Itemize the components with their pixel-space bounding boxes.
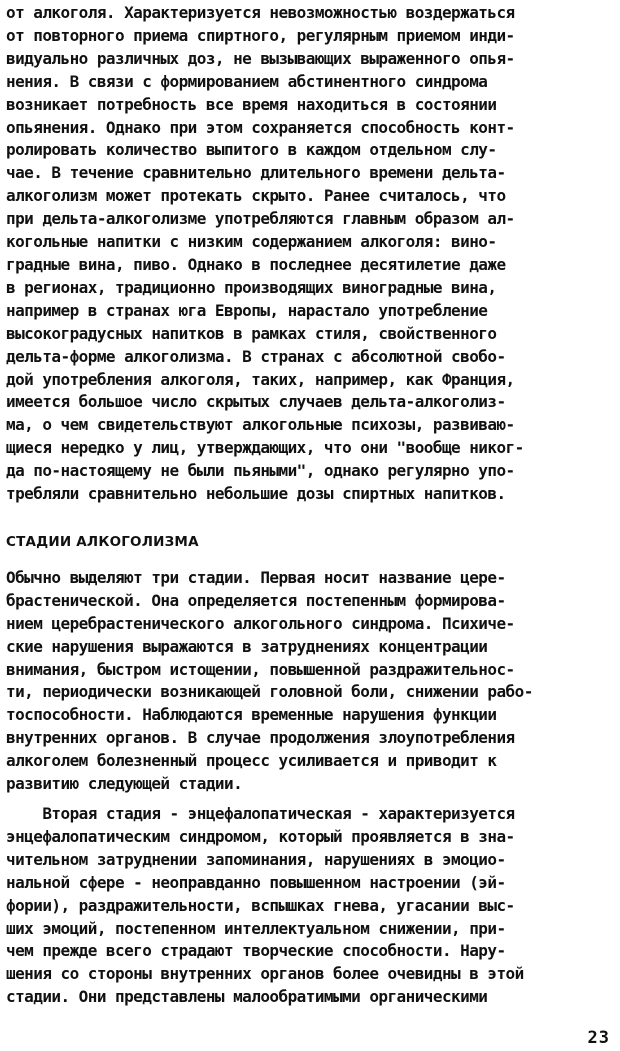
text-line: когольные напитки с низким содержанием алкоголя: вино-: [6, 232, 497, 252]
paragraph-1: [6, 2, 614, 506]
text-line: ти, периодически возникающей головной боли, снижении рабо-: [6, 682, 533, 702]
text-line: развитию следующей стадии.: [6, 774, 243, 794]
text-line: ские нарушения выражаются в затруднениях концентрации: [6, 636, 488, 656]
text-line: фории), раздражительности, вспышках гнева, угасании выс-: [6, 895, 515, 915]
text-line: градные вина, пиво. Однако в последнее десятилетие даже: [6, 254, 506, 274]
text-line: ших эмоций, постепенном интеллектуальном снижении, при-: [6, 918, 506, 938]
text-line: внутренних органов. В случае продолжения злоупотребления: [6, 728, 515, 748]
text-line: дельта-форме алкоголизма. В странах с абсолютной свобо-: [6, 346, 506, 366]
text-line: шения со стороны внутренних органов более очевидны в этой: [6, 964, 524, 984]
text-line: чем прежде всего страдают творческие способности. Нару-: [6, 941, 506, 961]
text-line: да по-настоящему не были пьяными", однако регулярно упо-: [6, 461, 515, 481]
text-line: имеется большое число скрытых случаев дельта-алкоголиз-: [6, 392, 506, 412]
text-line: чае. В течение сравнительно длительного времени дельта-: [6, 163, 506, 183]
text-line: тоспособности. Наблюдаются временные нарушения функции: [6, 705, 497, 725]
text-line: стадии. Они представлены малообратимыми органическими: [6, 987, 488, 1007]
text-line: нием церебрастенического алкогольного синдрома. Психиче-: [6, 613, 515, 633]
paragraph-3: [6, 803, 614, 1009]
text-line: дой употребления алкоголя, таких, например, как Франция,: [6, 369, 515, 389]
text-line: требляли сравнительно небольшие дозы спиртных напитков.: [6, 484, 506, 504]
text-line: при дельта-алкоголизме употребляются главным образом ал-: [6, 209, 515, 229]
text-line: видуально различных доз, не вызывающих выраженного опья-: [6, 48, 515, 68]
section-heading: СТАДИИ АЛКОГОЛИЗМА: [6, 533, 199, 550]
text-line: от повторного приема спиртного, регулярным приемом инди-: [6, 25, 515, 45]
paragraph-2: [6, 567, 614, 796]
text-line: щиеся нередко у лиц, утверждающих, что они "вообще никог-: [6, 438, 524, 458]
text-line: например в странах юга Европы, нарастало употребление: [6, 300, 488, 320]
text-line: в регионах, традиционно производящих виноградные вина,: [6, 277, 497, 297]
text-line: ролировать количество выпитого в каждом отдельном слу-: [6, 140, 497, 160]
text-line: брастенической. Она определяется постепенным формирова-: [6, 590, 506, 610]
book-page: [6, 2, 614, 1009]
text-line: внимания, быстром истощении, повышенной раздражительнос-: [6, 659, 515, 679]
text-line: Вторая стадия - энцефалопатическая - характеризуется: [6, 804, 515, 823]
text-line: от алкоголя. Характеризуется невозможностью воздержаться: [6, 3, 515, 22]
text-line: алкоголизм может протекать скрыто. Ранее считалось, что: [6, 186, 506, 206]
text-line: нения. В связи с формированием абстинентного синдрома: [6, 71, 488, 91]
text-line: высокоградусных напитков в рамках стиля, свойственного: [6, 323, 497, 343]
text-line: опьянения. Однако при этом сохраняется способность конт-: [6, 117, 515, 137]
text-line: ма, о чем свидетельствуют алкогольные психозы, развиваю-: [6, 415, 515, 435]
page-number: 23: [587, 1028, 610, 1048]
text-line: нальной сфере - неоправданно повышенном настроении (эй-: [6, 872, 506, 892]
text-line: чительном затруднении запоминания, нарушениях в эмоцио-: [6, 849, 506, 869]
text-line: энцефалопатическим синдромом, который проявляется в зна-: [6, 826, 515, 846]
text-line: возникает потребность все время находиться в состоянии: [6, 94, 497, 114]
text-line: алкоголем болезненный процесс усиливается и приводит к: [6, 751, 497, 771]
text-line: Обычно выделяют три стадии. Первая носит название цере-: [6, 567, 506, 587]
